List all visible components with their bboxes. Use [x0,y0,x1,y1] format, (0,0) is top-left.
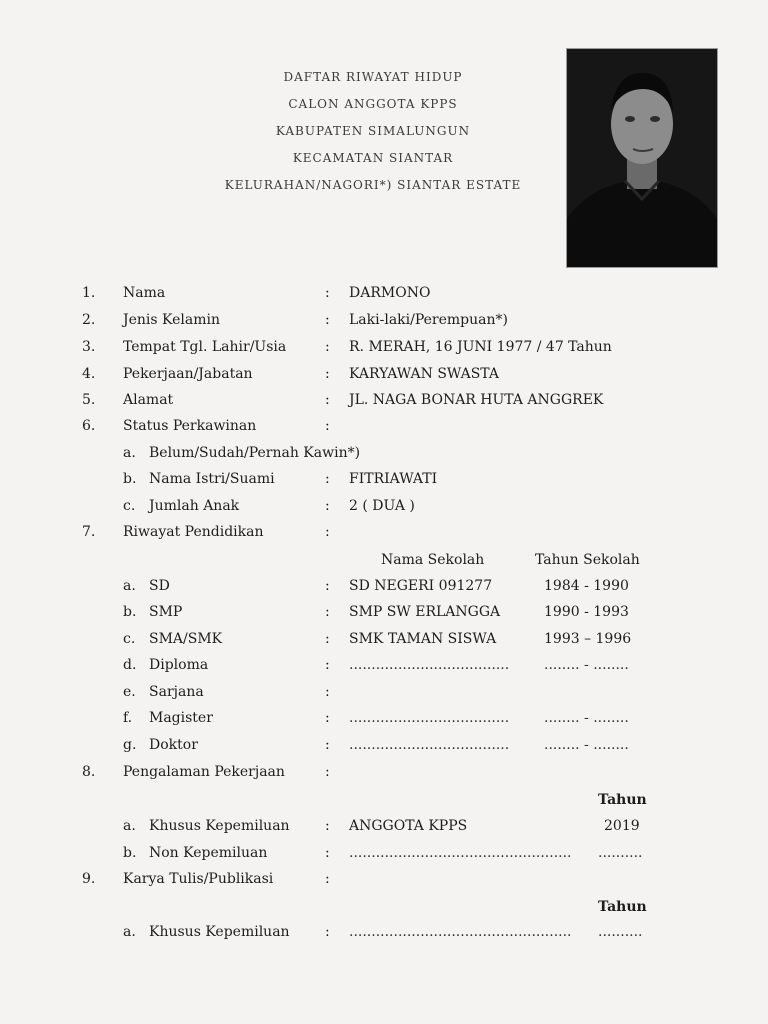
sub-letter: a. [123,445,136,461]
school-name: SMK TAMAN SISWA [349,631,497,647]
header-regency: KABUPATEN SIMALUNGUN [275,124,471,138]
colon: : [325,285,330,301]
colon: : [325,392,330,408]
row-pengalaman-pekerjaan [0,762,768,782]
sub-letter: a. [123,924,136,940]
sub-letter: b. [123,604,137,620]
item-value: DARMONO [349,285,431,301]
sub-letter: f. [123,710,133,726]
school-years: 1984 - 1990 [544,578,629,594]
item-number: 9. [82,871,96,887]
row-tempat-tgl-lahir [0,337,768,357]
colon: : [325,684,330,700]
colon: : [325,657,330,673]
sub-letter: g. [123,737,137,753]
school-name: .................................... [349,737,510,753]
work-year: 2019 [604,818,640,834]
sub-label: SD [149,578,170,594]
colon: : [325,604,330,620]
item-number: 6. [82,418,96,434]
item-label: Riwayat Pendidikan [123,524,264,540]
publication-year-header-row [0,897,768,917]
colon: : [325,366,330,382]
education-column-headers [0,550,768,570]
sub-label: Magister [149,710,213,726]
colon: : [325,524,330,540]
sub-letter: d. [123,657,137,673]
colon: : [325,471,330,487]
publication-year: .......... [598,924,643,940]
row-jenis-kelamin [0,310,768,330]
sub-label: Non Kepemiluan [149,845,268,861]
colon: : [325,312,330,328]
row-spouse-name [0,469,768,489]
item-number: 1. [82,285,96,301]
work-value: .................................................. [349,845,572,861]
colon: : [325,418,330,434]
work-year-header-row [0,790,768,810]
colon: : [325,578,330,594]
colon: : [325,845,330,861]
school-years: 1993 – 1996 [544,631,632,647]
row-karya-tulis [0,869,768,889]
sub-label: Belum/Sudah/Pernah Kawin*) [149,445,361,461]
publication-year-header: Tahun [598,899,647,915]
sub-label: Doktor [149,737,198,753]
item-number: 5. [82,392,96,408]
sub-value: 2 ( DUA ) [349,498,415,514]
sub-label: Jumlah Anak [149,498,240,514]
sub-letter: a. [123,578,136,594]
school-name: .................................... [349,657,510,673]
sub-label: Khusus Kepemiluan [149,818,290,834]
work-year-header: Tahun [598,792,647,808]
sub-label: SMA/SMK [149,631,223,647]
education-row [0,629,768,649]
item-label: Pekerjaan/Jabatan [123,366,253,382]
item-label: Status Perkawinan [123,418,257,434]
item-label: Jenis Kelamin [123,312,220,328]
sub-letter: c. [123,498,136,514]
row-children-count [0,496,768,516]
education-row [0,576,768,596]
header-subtitle: CALON ANGGOTA KPPS [288,97,458,111]
sub-letter: b. [123,845,137,861]
column-year-header: Tahun Sekolah [535,552,640,568]
colon: : [325,339,330,355]
colon: : [325,631,330,647]
sub-label: SMP [149,604,183,620]
document-header [150,64,596,199]
colon: : [325,924,330,940]
sub-label: Khusus Kepemiluan [149,924,290,940]
publication-row [0,922,768,942]
item-label: Alamat [123,392,174,408]
publication-value: .................................................. [349,924,572,940]
school-years: ........ - ........ [544,710,629,726]
work-row [0,843,768,863]
person-silhouette-icon [567,49,717,267]
colon: : [325,498,330,514]
education-row [0,655,768,675]
colon: : [325,737,330,753]
item-number: 2. [82,312,96,328]
education-row [0,602,768,622]
school-years: 1990 - 1993 [544,604,629,620]
item-label: Pengalaman Pekerjaan [123,764,285,780]
item-label: Karya Tulis/Publikasi [123,871,274,887]
item-label: Tempat Tgl. Lahir/Usia [123,339,287,355]
row-pekerjaan [0,364,768,384]
row-alamat [0,390,768,410]
item-value: Laki-laki/Perempuan*) [349,312,508,328]
row-marital-status [0,443,768,463]
header-district: KECAMATAN SIANTAR [292,151,454,165]
item-value: KARYAWAN SWASTA [349,366,499,382]
item-label: Nama [123,285,166,301]
school-years: ........ - ........ [544,657,629,673]
row-nama [0,283,768,303]
work-year: .......... [598,845,643,861]
colon: : [325,710,330,726]
colon: : [325,764,330,780]
row-riwayat-pendidikan [0,522,768,542]
sub-letter: e. [123,684,136,700]
profile-photo [566,48,718,268]
school-name: SD NEGERI 091277 [349,578,493,594]
sub-letter: b. [123,471,137,487]
school-name: SMP SW ERLANGGA [349,604,501,620]
school-years: ........ - ........ [544,737,629,753]
item-number: 7. [82,524,96,540]
row-status-perkawinan [0,416,768,436]
item-value: R. MERAH, 16 JUNI 1977 / 47 Tahun [349,339,612,355]
work-row [0,816,768,836]
item-number: 4. [82,366,96,382]
work-value: ANGGOTA KPPS [349,818,468,834]
colon: : [325,871,330,887]
education-row [0,708,768,728]
header-title: DAFTAR RIWAYAT HIDUP [283,70,463,84]
sub-label: Diploma [149,657,209,673]
sub-label: Nama Istri/Suami [149,471,275,487]
sub-value: FITRIAWATI [349,471,438,487]
colon: : [325,818,330,834]
item-number: 8. [82,764,96,780]
sub-label: Sarjana [149,684,204,700]
sub-letter: c. [123,631,136,647]
column-school-header: Nama Sekolah [381,552,485,568]
school-name: .................................... [349,710,510,726]
item-value: JL. NAGA BONAR HUTA ANGGREK [349,392,604,408]
header-village: KELURAHAN/NAGORI*) SIANTAR ESTATE [224,178,522,192]
sub-letter: a. [123,818,136,834]
education-row [0,735,768,755]
item-number: 3. [82,339,96,355]
education-row [0,682,768,702]
